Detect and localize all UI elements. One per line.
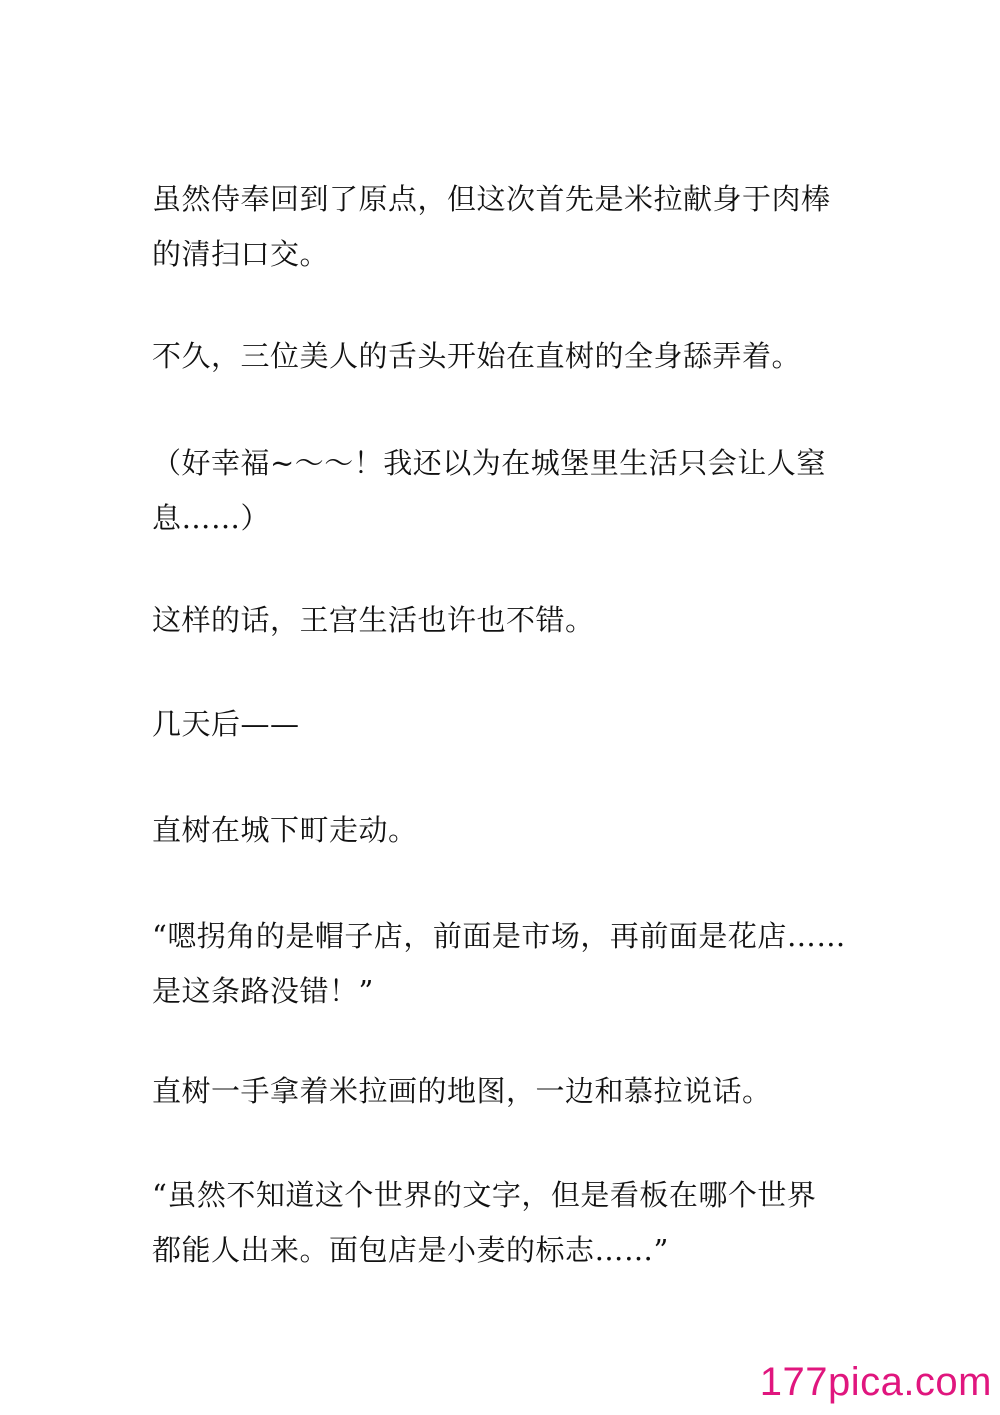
text-line: 是这条路没错！” bbox=[152, 974, 374, 1008]
text-line: （好幸福~～～！我还以为在城堡里生活只会让人窒 bbox=[152, 446, 826, 480]
text-line: 直树在城下町走动。 bbox=[152, 813, 418, 847]
paragraph-9 bbox=[152, 1168, 852, 1278]
text-line: “嗯拐角的是帽子店，前面是市场，再前面是花店…… bbox=[152, 919, 846, 953]
text-line: 息……） bbox=[152, 501, 271, 535]
paragraph-7 bbox=[152, 909, 852, 1019]
text-line: 都能人出来。面包店是小麦的标志……” bbox=[152, 1233, 669, 1267]
paragraph-5 bbox=[152, 697, 852, 752]
paragraph-2 bbox=[152, 329, 852, 384]
text-line: 这样的话，王宫生活也许也不错。 bbox=[152, 603, 595, 637]
text-line: 的清扫口交。 bbox=[152, 237, 330, 271]
text-line: 不久，三位美人的舌头开始在直树的全身舔弄着。 bbox=[152, 339, 802, 373]
text-line: 虽然侍奉回到了原点，但这次首先是米拉献身于肉棒 bbox=[152, 182, 831, 216]
text-line: “虽然不知道这个世界的文字，但是看板在哪个世界 bbox=[152, 1178, 817, 1212]
text-line: 几天后—— bbox=[152, 707, 300, 741]
paragraph-3 bbox=[152, 436, 852, 546]
site-watermark: 177pica.com bbox=[759, 1360, 992, 1404]
paragraph-8 bbox=[152, 1064, 852, 1119]
paragraph-4 bbox=[152, 593, 852, 648]
text-line: 直树一手拿着米拉画的地图，一边和慕拉说话。 bbox=[152, 1074, 772, 1108]
paragraph-1 bbox=[152, 172, 852, 282]
paragraph-6 bbox=[152, 803, 852, 858]
